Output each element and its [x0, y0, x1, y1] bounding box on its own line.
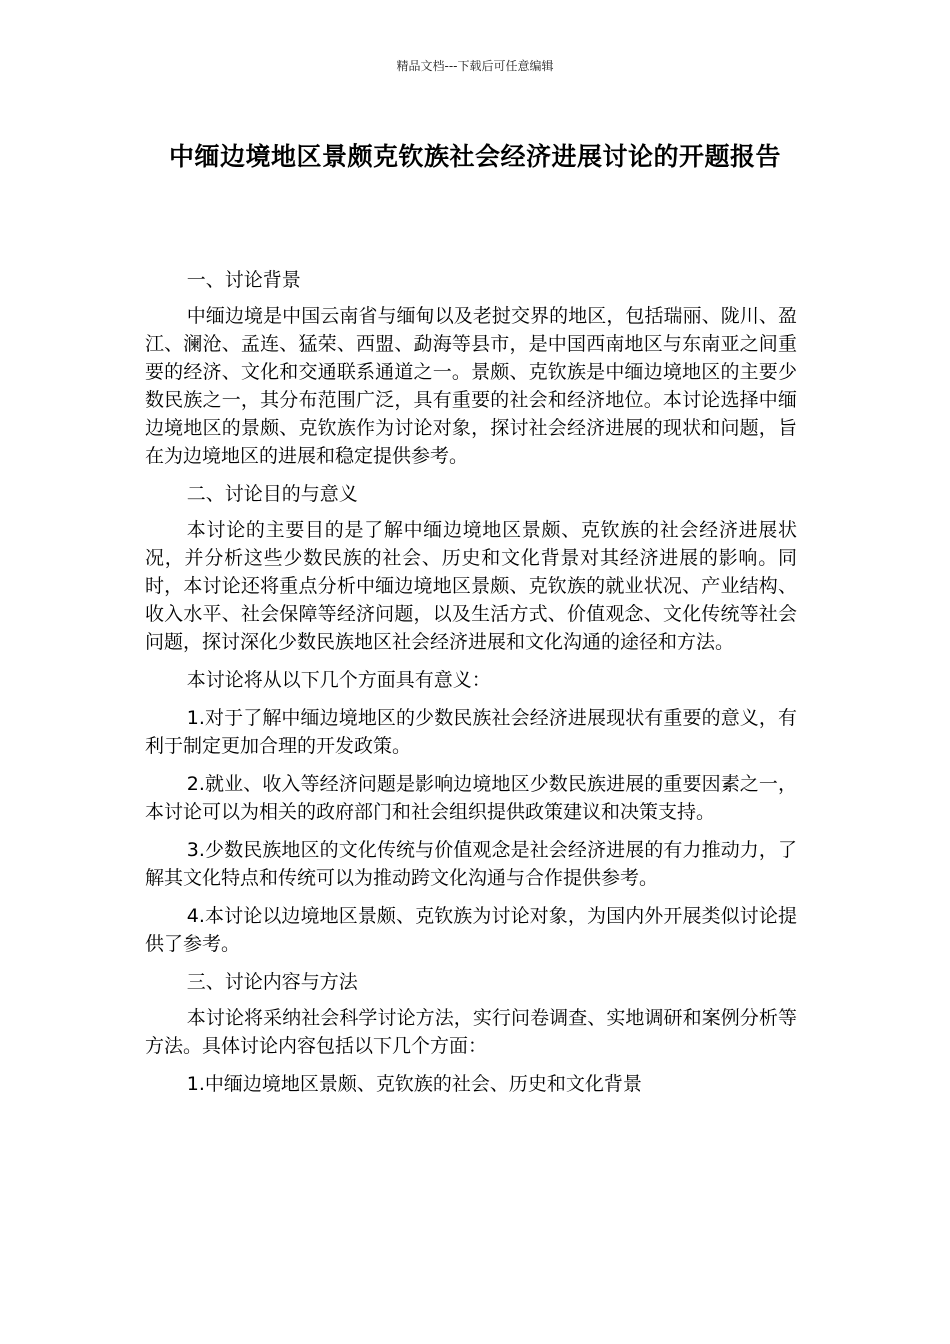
list-item-content-1: 1.中缅边境地区景颇、克钦族的社会、历史和文化背景 — [186, 1073, 642, 1095]
list-item-significance-3: 3.少数民族地区的文化传统与价值观念是社会经济进展的有力推动力，了解其文化特点和传统可以为推动跨文化沟通与合作提供参考。 — [145, 839, 797, 889]
paragraph-significance-intro: 本讨论将从以下几个方面具有意义： — [186, 669, 491, 691]
section-heading-purpose: 二、讨论目的与意义 — [186, 483, 358, 505]
header-note: 精品文档---下载后可任意编辑 — [396, 59, 554, 73]
paragraph-purpose: 本讨论的主要目的是了解中缅边境地区景颇、克钦族的社会经济进展状况，并分析这些少数民族的社会、历史和文化背景对其经济进展的影响。同时，本讨论还将重点分析中缅边境地区景颇、克钦族的就业状况、产业结构、收入水平、社会保障等经济问题，以及生活方式、价值观念、文化传统等社会问题，探讨深化少数民族地区社会经济进展和文化沟通的途径和方法。 — [145, 519, 797, 653]
document-body — [145, 266, 797, 1108]
section-heading-methods: 三、讨论内容与方法 — [186, 971, 358, 993]
document-title: 中缅边境地区景颇克钦族社会经济进展讨论的开题报告 — [168, 142, 781, 171]
paragraph-background: 中缅边境是中国云南省与缅甸以及老挝交界的地区，包括瑞丽、陇川、盈江、澜沧、孟连、猛荣、西盟、勐海等县市，是中国西南地区与东南亚之间重要的经济、文化和交通联系通道之一。景颇、克钦族是中缅边境地区的主要少数民族之一，其分布范围广泛，具有重要的社会和经济地位。本讨论选择中缅边境地区的景颇、克钦族作为讨论对象，探讨社会经济进展的现状和问题，旨在为边境地区的进展和稳定提供参考。 — [145, 305, 797, 467]
list-item-significance-4: 4.本讨论以边境地区景颇、克钦族为讨论对象，为国内外开展类似讨论提供了参考。 — [145, 905, 797, 955]
list-item-significance-1: 1.对于了解中缅边境地区的少数民族社会经济进展现状有重要的意义，有利于制定更加合理的开发政策。 — [145, 707, 797, 757]
section-heading-background: 一、讨论背景 — [186, 269, 301, 291]
list-item-significance-2: 2.就业、收入等经济问题是影响边境地区少数民族进展的重要因素之一，本讨论可以为相关的政府部门和社会组织提供政策建议和决策支持。 — [145, 773, 797, 823]
paragraph-methods: 本讨论将采纳社会科学讨论方法，实行问卷调查、实地调研和案例分析等方法。具体讨论内容包括以下几个方面： — [145, 1007, 797, 1057]
